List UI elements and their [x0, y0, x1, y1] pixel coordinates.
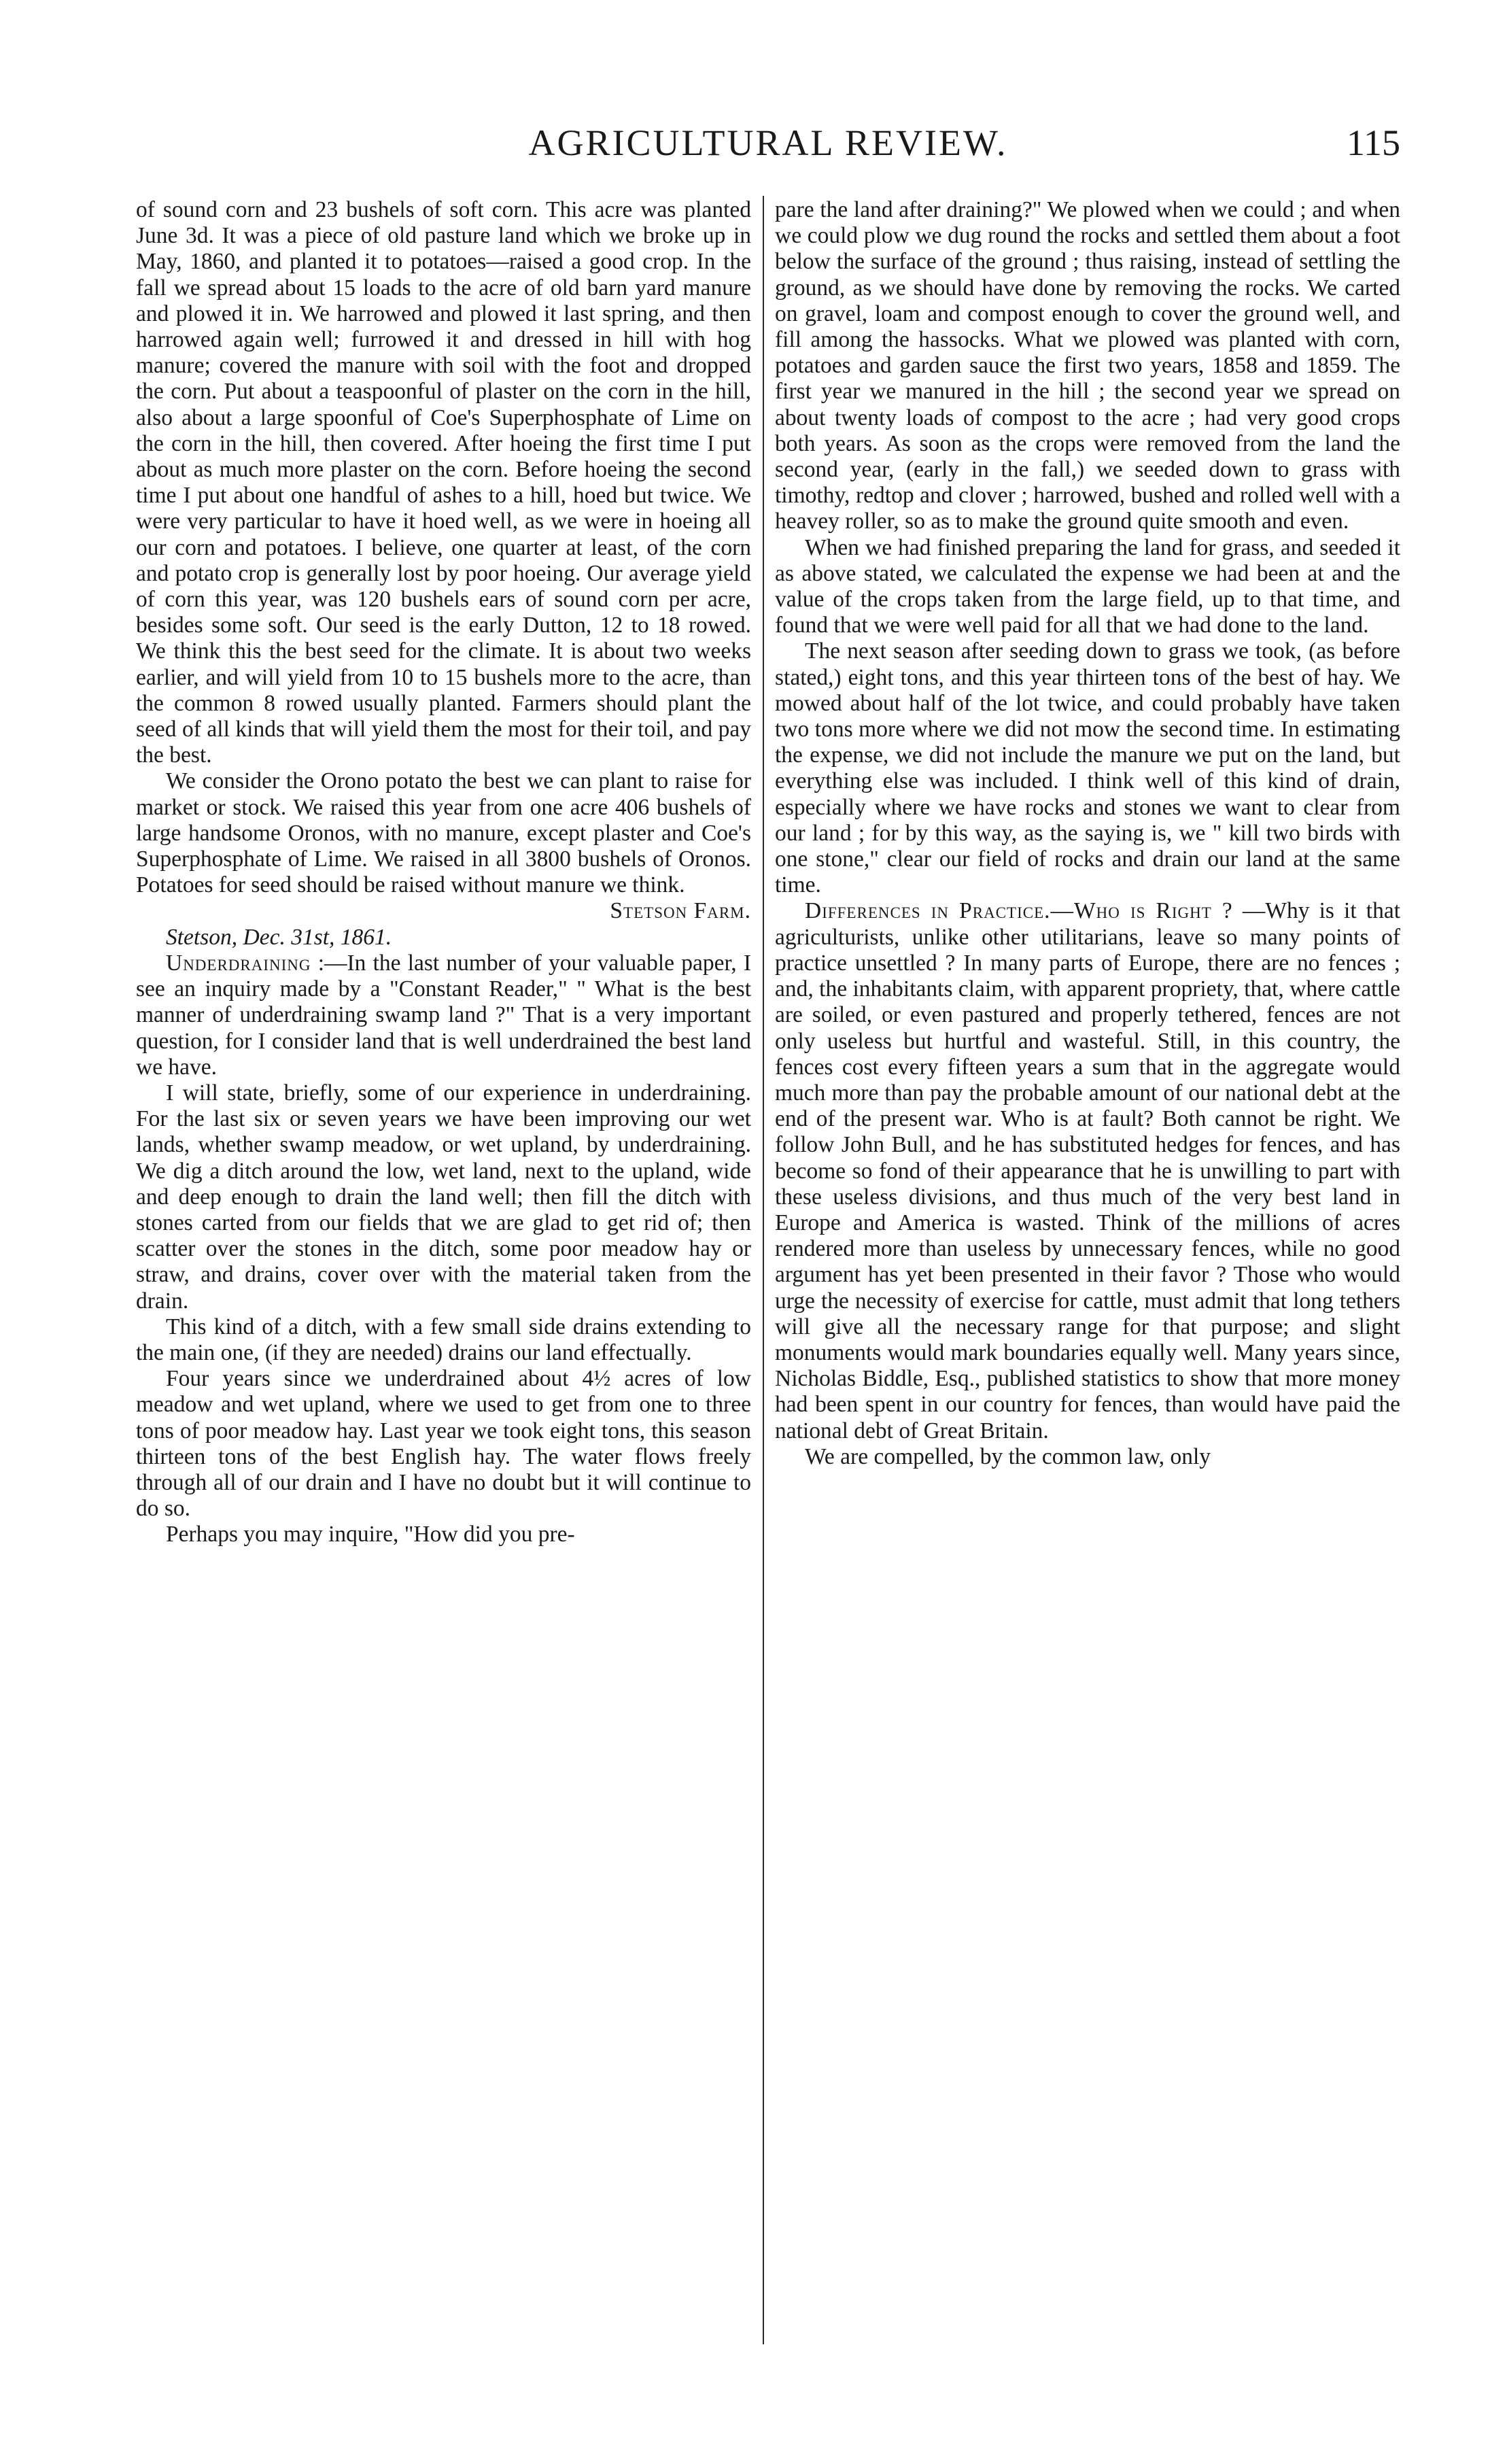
paragraph: Four years since we underdrained about 4½ acres of low meadow and wet upland, where we used to get from one to three tons of poor meadow hay. Last year we took eight tons, this season thirteen tons of the best English hay. The water flows freely through all of our drain and I have no doubt but it will continue to do so.	[136, 1366, 751, 1522]
section-heading: Differences in Practice.—Who is Right ?	[805, 898, 1233, 924]
journal-title: AGRICULTURAL REVIEW.	[528, 122, 1008, 163]
paragraph-text: :—In the last number of your valuable paper, I see an inquiry made by a "Constant Reader," " What is the best manner of underdraining swamp land ?" That is a very important question, for I consider land that is well underdrained the best land we have.	[136, 950, 751, 1080]
paragraph: of sound corn and 23 bushels of soft corn. This acre was planted June 3d. It was a piece of old pasture land which we broke up in May, 1860, and planted it to potatoes—raised a good crop. In the fall we spread about 15 loads to the acre of old barn yard manure and plowed it in. We harrowed and plowed it last spring, and then harrowed again well; furrowed it and dressed in hill with hog manure; covered the manure with soil with the foot and dropped the corn. Put about a teaspoonful of plaster on the corn in the hill, also about a large spoonful of Coe's Superphosphate of Lime on the corn in the hill, then covered. After hoeing the first time I put about as much more plaster on the corn. Before hoeing the second time I put about one handful of ashes to a hill, hoed but twice. We were very particular to have it hoed well, as we were in hoeing all our corn and potatoes. I believe, one quarter at least, of the corn and potato crop is generally lost by poor hoeing. Our average yield of corn this year, was 120 bushels ears of sound corn per acre, besides some soft. Our seed is the early Dutton, 12 to 18 rowed. We think this the best seed for the climate. It is about two weeks earlier, and will yield from 10 to 15 bushels more to the acre, than the common 8 rowed usually planted. Farmers should plant the seed of all kinds that will yield them the most for their toil, and pay the best.	[136, 197, 751, 768]
paragraph: pare the land after draining?" We plowed when we could ; and when we could plow we dug round the rocks and settled them about a foot below the surface of the ground ; thus raising, instead of settling the ground, as we should have done by removing the rocks. We carted on gravel, loam and compost enough to cover the ground well, and fill among the hassocks. What we plowed was planted with corn, potatoes and garden sauce the first two years, 1858 and 1859. The first year we manured in the hill ; the second year we spread on about twenty loads of compost to the acre ; had very good crops both years. As soon as the crops were removed from the land the second year, (early in the fall,) we seeded down to grass with timothy, redtop and clover ; harrowed, bushed and rolled well with a heavey roller, so as to make the ground quite smooth and even.	[775, 197, 1400, 534]
paragraph: Perhaps you may inquire, "How did you pre-	[166, 1522, 575, 1547]
column-divider	[763, 196, 764, 2344]
paragraph	[775, 898, 1400, 1443]
paragraph: We are compelled, by the common law, only	[805, 1443, 1211, 1469]
dateline: Stetson, Dec. 31st, 1861.	[166, 924, 392, 950]
paragraph-text: —Why is it that agriculturists, unlike other utilitarians, leave so many points of practice unsettled ? In many parts of Europe, there are no fences ; and, the inhabitants claim, with apparent propriety, that, where cattle are soiled, or even pastured and properly tethered, fences are not only useless but hurtful and wasteful. Still, in this country, the fences cost every fifteen years a sum that in the aggregate would much more than pay the probable amount of our national debt at the end of the present war. Who is at fault? Both cannot be right. We follow John Bull, and he has substituted hedges for fences, and has become so fond of their appearance that he is unwilling to part with these useless divisions, and thus much of the very best land in Europe and America is wasted. Think of the millions of acres rendered more than useless by unnecessary fences, while no good argument has yet been presented in their favor ? Those who would urge the necessity of exercise for cattle, must admit that long tethers will give all the necessary range for that purpose; and slight monuments would mark boundaries equally well. Many years since, Nicholas Biddle, Esq., published statistics to show that more money had been spent in our country for fences, than would have paid the national debt of Great Britain.	[775, 898, 1401, 1443]
paragraph: This kind of a ditch, with a few small side drains extending to the main one, (if they are needed) drains our land effectually.	[136, 1314, 751, 1365]
paragraph-text: We consider the Orono potato the best we can plant to raise for market or stock. We raised this year from one acre 406 bushels of large handsome Oronos, with no manure, except plaster and Coe's Superphosphate of Lime. We raised in all 3800 bushels of Oronos. Potatoes for seed should be raised without manure we think.	[136, 768, 751, 898]
right-column	[775, 197, 1400, 1470]
paragraph	[136, 951, 751, 1080]
section-heading: Underdraining	[166, 950, 311, 976]
paragraph	[136, 768, 751, 924]
running-header	[136, 119, 1400, 167]
paragraph: When we had finished preparing the land for grass, and seeded it as above stated, we calculated the expense we had been at and the value of the crops taken from the large field, up to that time, and found that we were well paid for all that we had done to the land.	[775, 534, 1400, 638]
left-column	[136, 197, 751, 1548]
page-number: 115	[1347, 122, 1400, 163]
paragraph: I will state, briefly, some of our experience in underdraining. For the last six or seven years we have been improving our wet lands, whether swamp meadow, or wet upland, by underdraining. We dig a ditch around the low, wet land, next to the upland, wide and deep enough to drain the land well; then fill the ditch with stones carted from our fields that we are glad to get rid of; then scatter over the stones in the ditch, some poor meadow hay or straw, and drains, cover over with the material taken from the drain.	[136, 1080, 751, 1314]
paragraph: The next season after seeding down to grass we took, (as before stated,) eight tons, and this year thirteen tons of the best of hay. We mowed about half of the lot twice, and could probably have taken two tons more where we did not mow the second time. In estimating the expense, we did not include the manure we put on the land, but everything else was included. I think well of this kind of drain, especially where we have rocks and stones we want to clear from our land ; for by this way, as the saying is, we " kill two birds with one stone," clear our field of rocks and drain our land at the same time.	[775, 638, 1400, 898]
signature: Stetson Farm.	[610, 898, 751, 924]
